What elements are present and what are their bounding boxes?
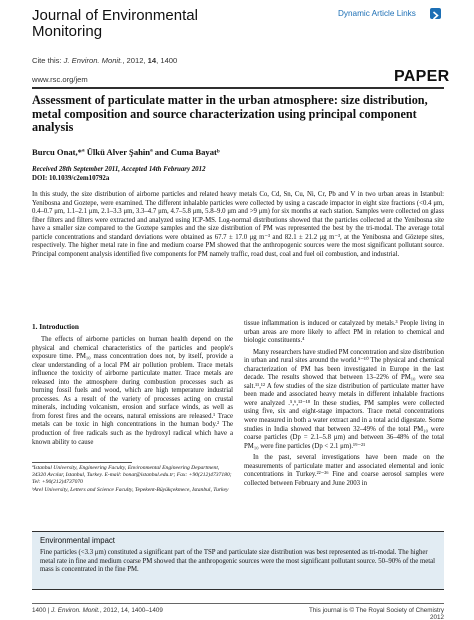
article-title: Assessment of particulate matter in the urban atmosphere: size distribution, metal composition and source characterization using principal component analysis — [32, 93, 428, 135]
footer-copyright: This journal is © The Royal Society of Chemistry 2012 — [308, 607, 444, 620]
footer-journal: J. Environ. Monit. — [51, 607, 100, 614]
citation-line — [32, 56, 177, 65]
affiliation-a: ªIstanbul University, Engineering Faculty, Environmental Engineering Department, 34320 Avcılar, Istanbul, Turkey. E-mail: bonat@istanbul.edu.tr; Fax: +90(212)4737180; Tel: +90(212)4737070 — [32, 465, 232, 485]
affiliation-footnotes — [32, 465, 233, 495]
journal-name: Journal of Environmental Monitoring — [32, 7, 198, 40]
journal-url[interactable]: www.rsc.org/jem — [32, 75, 88, 84]
arrow-icon[interactable] — [430, 8, 441, 19]
cite-volume: 14 — [147, 56, 157, 65]
footer-citation — [32, 607, 163, 614]
cite-journal: J. Environ. Monit. — [63, 56, 123, 65]
intro-paragraph-2: Many researchers have studied PM concentration and size distribution in urban and rural sites around the world.⁵⁻¹⁰ The physical and chemical characterization of PM has been investigated in Europe in the last decade. The results showed that between 13–22% of PM₁₀ were sea salt.¹¹,¹² A few studies of the size distribution of particulate matter have been made and associated heavy metals in different inhalable fractions were analyzed .⁵,⁶,¹³⁻¹⁸ In these studies, PM samples were collected using five, six and eight-stage impactors. Trace metal concentrations were measured in both a water extract and in a total acid digestate. Some studies in India showed that between 32–49% of the total PM₁₀ were coarse particles (Dp = 2.1–5.8 μm) and between 36–48% of the total PM₁₀ were fine particles (Dp < 2.1 μm).¹⁹⁻²¹ — [244, 348, 445, 450]
intro-paragraph-3: In the past, several investigations have been made on the measurements of particulate matter and associated elemental and ionic concentrations in Turkey.²²⁻²⁶ Fine and coarse aerosol samples were collected between February and June 2003 in — [244, 454, 444, 487]
left-column — [32, 336, 233, 447]
footer-page-prefix: 1400 | — [32, 607, 52, 614]
doi-line[interactable]: DOI: 10.1039/c2em10792a — [32, 175, 110, 182]
section-heading-introduction: 1. Introduction — [32, 322, 79, 331]
footer-volume-pages: , 2012, 14, 1400–1409 — [99, 607, 163, 614]
intro-paragraph-1: The effects of airborne particles on human health depend on the physical and chemical characteristics of the particles and people's exposure time. PM₁₀ mass concentration does not, by itself, provide a clear understanding of a local PM air pollution problem. Trace metals influence the toxicity of airborne particulate matter. Trace metals are released into the atmosphere during combustion processes such as burning fossil fuels and wood, which are high temperature industrial processes. As a result of the variety of processes acting on crustal minerals, including volcanism, erosion and surface winds, as well as from forest fires and the oceans, natural emissions are released.¹ Trace metals can be toxic in high concentrations in the human body.² The production of free radicals such as the hydroxyl radical which have a known ability to cause — [32, 336, 233, 446]
article-type-label: PAPER — [394, 68, 450, 85]
footer-divider — [32, 603, 444, 604]
affiliation-b: ᵇArel University, Letters and Science Faculty, Tepekent-Büyükçekmece, Istanbul, Turkey — [32, 487, 229, 493]
environmental-impact-text: Fine particles (<3.3 μm) constituted a significant part of the TSP and particulate size distribution was best represented as tri-modal. The higher metal rate in fine and medium coarse PM showed that the anthropogenic sources were the most significant pollutant source. 50–90% of the metal mass is concentrated in the fine PM. — [40, 549, 436, 573]
abstract-text: In this study, the size distribution of airborne particles and related heavy metals Co, Cd, Sn, Cu, Ni, Cr, Pb and V in two urban areas in Istanbul: Yenibosna and Goztepe, were examined. The different inhalable particles were collected by using a cascade impactor in eight size fractions (<0.4 μm, 0.4–0.7 μm, 1.1–2.1 μm, 2.1–3.3 μm, 3.3–4.7 μm, 4.7–5.8 μm, 5.8–9.0 μm and >9 μm) for six months at each station. Samples were collected on glass fiber filters and filters were extracted and analyzed using ICP-MS. Log-normal distributions showed that the particles collected at the Yenibosna site have a smaller size compared to the Goztepe samples and the size distribution of PM was represented the best by the tri-modal. The average total particle concentrations and standard deviations were obtained as 67.7 ± 17.0 μg m⁻³ and 82.1 ± 21.2 μg m⁻³, at the Yenibosna and Göztepe sites, respectively. The higher metal rate in fine and medium coarse PM showed that the anthropogenic sources were the most significant pollutant source. Principal component analysis identified five components for PM namely traffic, road dust, coal and fuel oil combustion, and industrial. — [32, 191, 444, 258]
author-list: Burcu Onat,*ª Ülkü Alver Şahinª and Cuma Bayatᵇ — [32, 147, 220, 157]
cite-rest: , 2012, — [122, 56, 148, 65]
cite-prefix: Cite this: — [32, 56, 64, 65]
right-column — [244, 320, 444, 491]
intro-paragraph-continued: tissue inflammation is induced or catalyzed by metals.³ People living in urban areas are more likely to affect PM in relation to chemical and biologic constituents.⁴ — [244, 320, 444, 345]
cite-pages: , 1400 — [156, 56, 178, 65]
header-divider — [32, 87, 444, 89]
received-dates: Received 28th September 2011, Accepted 14th February 2012 — [32, 166, 206, 173]
dynamic-article-links[interactable]: Dynamic Article Links — [338, 9, 416, 18]
abstract — [32, 191, 444, 259]
footnote-divider — [32, 462, 132, 463]
environmental-impact-title: Environmental impact — [40, 536, 115, 545]
